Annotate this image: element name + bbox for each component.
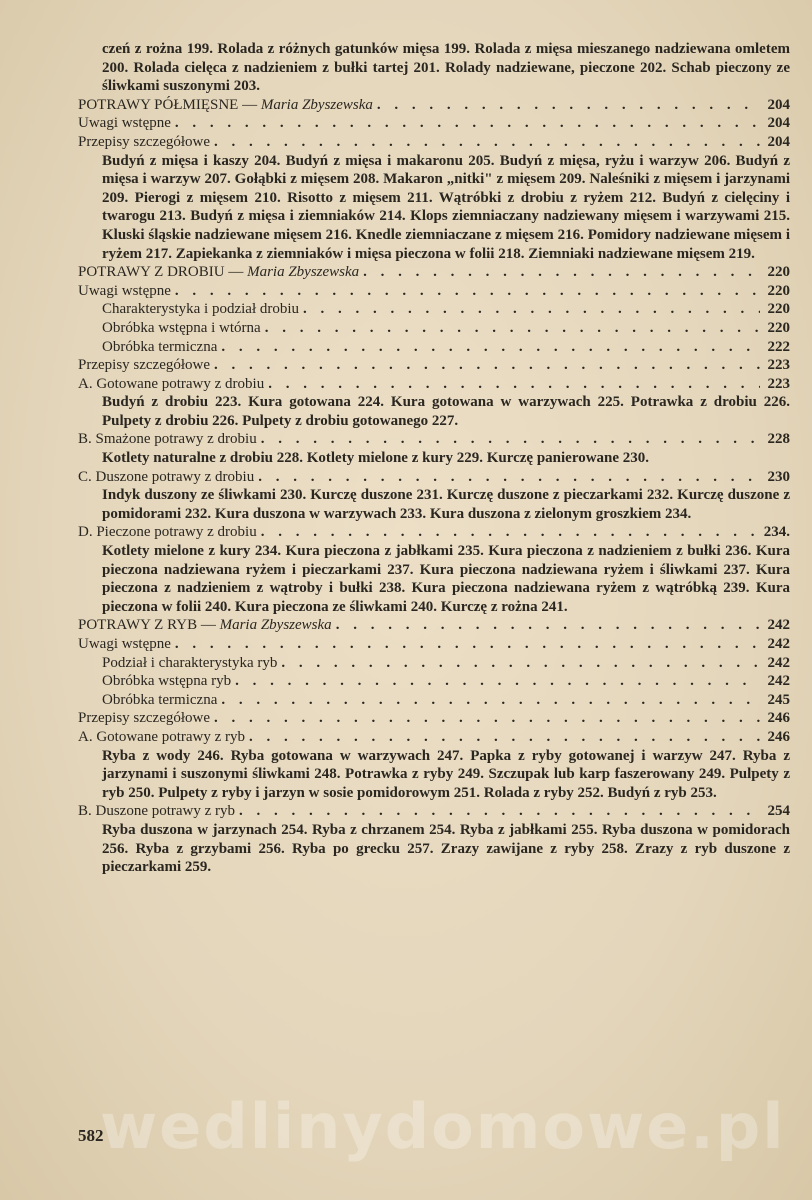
dot-leader [214, 133, 760, 152]
page-ref: 204 [767, 96, 790, 113]
toc-group-label: D. Pieczone potrawy z drobiu [78, 524, 257, 541]
intro-entries: czeń z rożna 199. Rolada z różnych gatunków mięsa 199. Rolada z mięsa mieszanego nadziewana omletem 200. Rolada cielęca z nadzieniem z bułki tartej 201. Rolady nadziewane, pieczone 202. Schab pieczony ze śliwkami suszonymi 203. [102, 41, 790, 95]
dot-leader [214, 709, 760, 728]
page-ref: 222 [767, 338, 790, 355]
toc-group [78, 430, 790, 449]
toc-group [78, 523, 790, 542]
toc-group [78, 375, 790, 394]
dot-leader [281, 654, 760, 673]
recipe-entries: Kotlety naturalne z drobiu 228. Kotlety mielone z kury 229. Kurczę panierowane 230. [102, 450, 650, 467]
toc-subline [78, 319, 790, 338]
recipe-entries: Budyń z drobiu 223. Kura gotowana 224. Kura gotowana w warzywach 225. Potrawka z drobiu 226. Pulpety z drobiu 226. Pulpety z drobiu gotowanego 227. [102, 394, 790, 429]
toc-group-label: B. Smażone potrawy z drobiu [78, 431, 257, 448]
page-ref: 254 [767, 803, 790, 820]
section-author: Maria Zbyszewska [247, 264, 360, 281]
toc-subline [78, 300, 790, 319]
toc-label: Obróbka wstępna i wtórna [102, 319, 261, 336]
section-title: POTRAWY Z DROBIU — [78, 264, 244, 281]
toc-subline [78, 672, 790, 691]
dot-leader [258, 468, 760, 487]
dot-leader [363, 263, 760, 282]
section-title: POTRAWY Z RYB — [78, 617, 216, 634]
toc-group [78, 728, 790, 747]
toc-group-label: B. Duszone potrawy z ryb [78, 803, 236, 820]
dot-leader [235, 672, 760, 691]
dot-leader [214, 356, 760, 375]
section-author: Maria Zbyszewska [260, 96, 373, 113]
page-ref: 242 [767, 654, 790, 671]
page-ref: 242 [767, 636, 790, 652]
section-heading [78, 616, 790, 635]
watermark: wedlinydomowe.pl [100, 1090, 786, 1163]
page-ref: 204 [767, 133, 790, 150]
toc-label: Obróbka wstępna ryb [102, 673, 232, 690]
dot-leader [336, 616, 760, 635]
toc-label: Obróbka termiczna [102, 691, 218, 708]
page-ref: 246 [767, 728, 790, 745]
page-ref: 230 [767, 468, 790, 485]
recipe-entries: Kotlety mielone z kury 234. Kura pieczona z jabłkami 235. Kura pieczona z nadzieniem z bułki 236. Kura pieczona nadziewana ryżem i pieczarkami 237. Kura pieczona nadziewana ryżem i śliwkami 237. Kura pieczona z nadzieniem z wątroby i bułki 238. Kura pieczona nadziewana ryżem z wątróbką 239. Kura pieczona w folii 240. Kura pieczona ze śliwkami 240. Kurczę z rożna 241. [102, 543, 790, 615]
page-ref: 220 [767, 319, 790, 336]
recipe-entries: Ryba duszona w jarzynach 254. Ryba z chrzanem 254. Ryba z jabłkami 255. Ryba duszona w pomidorach 256. Ryba z grzybami 256. Ryba po grecku 257. Zrazy zawijane z ryby 258. Zrazy z ryb duszone z pieczarkami 259. [102, 821, 790, 876]
toc-line [78, 133, 790, 152]
page-ref: 234. [763, 524, 790, 541]
dot-leader [221, 691, 760, 710]
dot-leader [175, 114, 760, 133]
toc-line [78, 635, 790, 654]
dot-leader [265, 319, 760, 338]
page-ref: 223 [767, 375, 790, 392]
toc-label: Przepisy szczegółowe [78, 710, 211, 727]
toc-label: Przepisy szczegółowe [78, 133, 211, 150]
dot-leader [268, 375, 760, 394]
toc-line [78, 114, 790, 133]
dot-leader [261, 430, 760, 449]
dot-leader [249, 728, 760, 747]
page-ref: 223 [767, 357, 790, 374]
section-author: Maria Zbyszewska [219, 617, 332, 634]
dot-leader [175, 635, 760, 654]
toc-subline [78, 338, 790, 357]
dot-leader [221, 338, 760, 357]
toc-group [78, 468, 790, 487]
page-ref: 220 [767, 282, 790, 299]
toc-group-label: A. Gotowane potrawy z drobiu [78, 375, 265, 392]
section-heading [78, 96, 790, 115]
section-heading [78, 263, 790, 282]
section-title: POTRAWY PÓŁMIĘSNE — [78, 96, 258, 113]
table-of-contents [78, 40, 790, 877]
toc-label: Uwagi wstępne [78, 282, 171, 299]
page-ref: 242 [767, 617, 790, 634]
toc-label: Uwagi wstępne [78, 636, 171, 652]
toc-label: Charakterystyka i podział drobiu [102, 301, 300, 318]
toc-group-label: C. Duszone potrawy z drobiu [78, 468, 255, 485]
toc-label: Uwagi wstępne [78, 115, 171, 132]
dot-leader [239, 802, 760, 821]
toc-line [78, 282, 790, 301]
toc-group-label: A. Gotowane potrawy z ryb [78, 728, 246, 745]
page-number: 582 [78, 1126, 104, 1145]
toc-label: Obróbka termiczna [102, 338, 218, 355]
page-ref: 245 [767, 691, 790, 708]
toc-line [78, 356, 790, 375]
page-ref: 242 [767, 673, 790, 690]
dot-leader [175, 282, 760, 301]
toc-label: Przepisy szczegółowe [78, 357, 211, 374]
page-ref: 220 [767, 301, 790, 318]
page-ref: 220 [767, 264, 790, 281]
page-ref: 228 [767, 431, 790, 448]
recipe-entries: Ryba z wody 246. Ryba gotowana w warzywach 247. Papka z ryby gotowanej i warzyw 247. Ryba z jarzynami i suszonymi śliwkami 248. Potrawka z ryby 249. Szczupak lub karp faszerowany 249. Pulpety z ryb 250. Pulpety z ryby i jarzyn w sosie pomidorowym 251. Rolada z ryby 252. Budyń z ryb 253. [102, 747, 790, 801]
dot-leader [261, 523, 760, 542]
recipe-entries: Budyń z mięsa i kaszy 204. Budyń z mięsa i makaronu 205. Budyń z mięsa, ryżu i warzyw 206. Budyń z mięsa i warzyw 207. Gołąbki z mięsem 208. Makaron „nitki" z mięsem 209. Naleśniki z mięsem i jarzynami 209. Pierogi z mięsem 210. Risotto z mięsem 211. Wątróbki z drobiu z ryżem 212. Budyń z cielęciny i twarogu 213. Budyń z mięsa i ziemniaków 214. Klops ziemniaczany nadziewany mięsem i warzywami 215. Kluski śląskie nadziewane mięsem 216. Knedle ziemniaczane z mięsem 216. Pomidory nadziewane mięsem i ryżem 217. Zapiekanka z ziemniaków i mięsa pieczona w folii 218. Ziemniaki nadziewane mięsem 219. [102, 152, 790, 262]
page-ref: 246 [767, 710, 790, 727]
toc-label: Podział i charakterystyka ryb [102, 654, 278, 671]
recipe-entries: Indyk duszony ze śliwkami 230. Kurczę duszone 231. Kurczę duszone z pieczarkami 232. Kurczę duszone z pomidorami 232. Kura duszona w warzywach 233. Kura duszona z zielonym groszkiem 234. [102, 487, 790, 522]
toc-line [78, 709, 790, 728]
toc-subline [78, 691, 790, 710]
toc-subline [78, 654, 790, 673]
dot-leader [377, 96, 760, 115]
toc-group [78, 802, 790, 821]
dot-leader [303, 300, 760, 319]
page-ref: 204 [767, 115, 790, 132]
